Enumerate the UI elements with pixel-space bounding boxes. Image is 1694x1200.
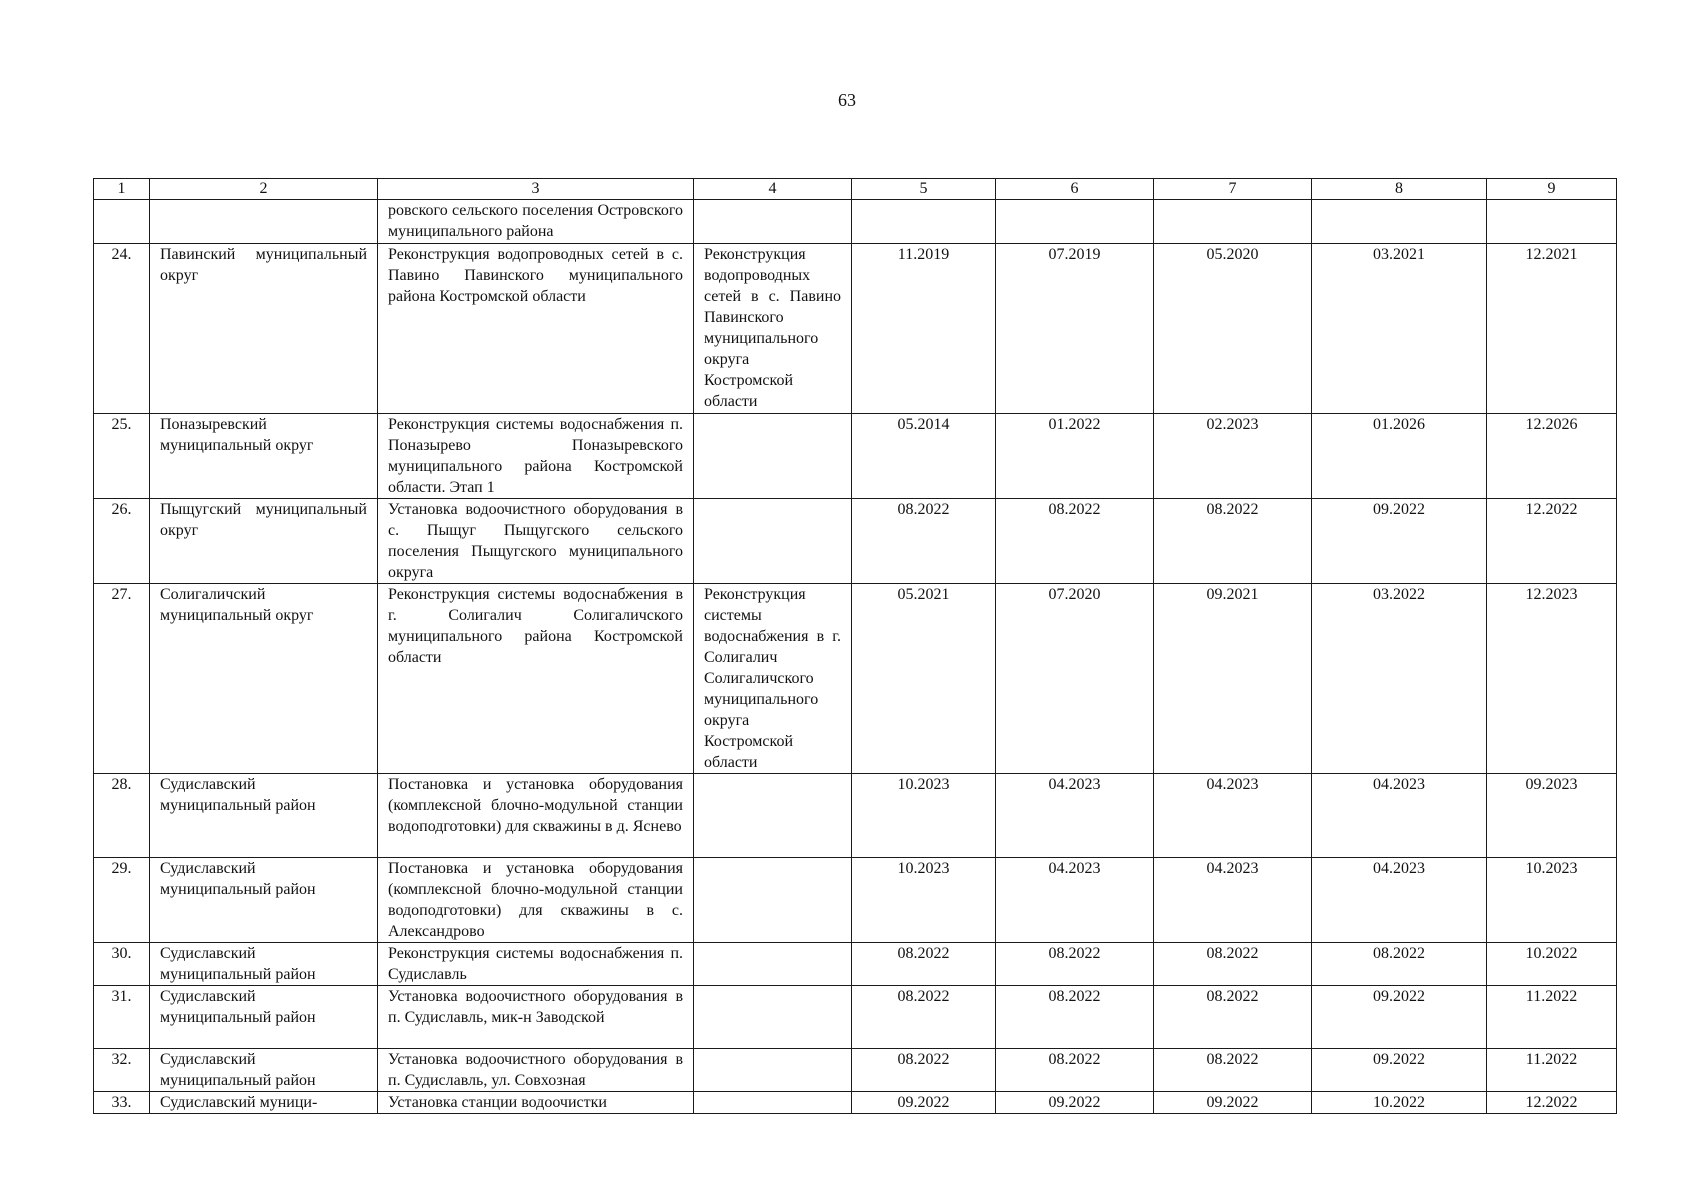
project-cell: Установка водоочистного оборудования в с. Пыщуг Пыщугского сельского поселения Пыщугского муниципального округа — [378, 499, 694, 584]
project-cell: Установка станции водоочистки — [378, 1092, 694, 1114]
date-cell-9: 12.2022 — [1487, 499, 1617, 584]
object-cell — [694, 986, 852, 1049]
date-cell-8: 09.2022 — [1312, 986, 1487, 1049]
table-row — [94, 499, 1617, 584]
row-number: 28. — [94, 774, 150, 858]
date-cell-8 — [1312, 200, 1487, 244]
municipality-cell: Судиславский муниципальный район — [150, 858, 378, 943]
table-row — [94, 943, 1617, 986]
header-cell: 6 — [996, 179, 1154, 200]
project-cell: ровского сельского поселения Островского муниципального района — [378, 200, 694, 244]
date-cell-8: 08.2022 — [1312, 943, 1487, 986]
header-cell: 4 — [694, 179, 852, 200]
date-cell-6: 07.2020 — [996, 584, 1154, 774]
date-cell-6: 09.2022 — [996, 1092, 1154, 1114]
date-cell-7: 08.2022 — [1154, 986, 1312, 1049]
header-cell: 3 — [378, 179, 694, 200]
table-row — [94, 244, 1617, 414]
municipality-cell: Судиславский муниципальный район — [150, 774, 378, 858]
date-cell-6: 04.2023 — [996, 858, 1154, 943]
object-cell — [694, 499, 852, 584]
date-cell-9: 10.2023 — [1487, 858, 1617, 943]
row-number: 25. — [94, 414, 150, 499]
date-cell-6 — [996, 200, 1154, 244]
date-cell-5: 09.2022 — [852, 1092, 996, 1114]
object-cell — [694, 1092, 852, 1114]
table-row — [94, 986, 1617, 1049]
date-cell-9: 10.2022 — [1487, 943, 1617, 986]
municipality-cell: Судиславский муниципальный район — [150, 1049, 378, 1092]
table-row — [94, 414, 1617, 499]
date-cell-6: 04.2023 — [996, 774, 1154, 858]
date-cell-9: 12.2023 — [1487, 584, 1617, 774]
header-cell: 8 — [1312, 179, 1487, 200]
municipality-cell: Судиславский муниципальный район — [150, 986, 378, 1049]
municipality-cell: Судиславский муниципальный район — [150, 943, 378, 986]
date-cell-6: 01.2022 — [996, 414, 1154, 499]
header-row — [94, 179, 1617, 200]
schedule-table — [93, 178, 1617, 1114]
date-cell-5: 05.2021 — [852, 584, 996, 774]
row-number — [94, 200, 150, 244]
project-cell: Установка водоочистного оборудования в п. Судиславль, мик-н Заводской — [378, 986, 694, 1049]
date-cell-6: 08.2022 — [996, 943, 1154, 986]
date-cell-9 — [1487, 200, 1617, 244]
object-cell — [694, 200, 852, 244]
project-cell: Реконструкция системы водоснабжения п. Судиславль — [378, 943, 694, 986]
object-cell — [694, 1049, 852, 1092]
date-cell-8: 03.2021 — [1312, 244, 1487, 414]
date-cell-8: 01.2026 — [1312, 414, 1487, 499]
table-row — [94, 1049, 1617, 1092]
object-cell — [694, 943, 852, 986]
object-cell: Реконструкция водопроводных сетей в с. Павино Павинского муниципального округа Костромской области — [694, 244, 852, 414]
date-cell-9: 12.2021 — [1487, 244, 1617, 414]
date-cell-7: 09.2021 — [1154, 584, 1312, 774]
date-cell-5: 05.2014 — [852, 414, 996, 499]
table-row — [94, 1092, 1617, 1114]
date-cell-5: 08.2022 — [852, 1049, 996, 1092]
date-cell-7: 08.2022 — [1154, 943, 1312, 986]
header-cell: 5 — [852, 179, 996, 200]
table-row — [94, 858, 1617, 943]
date-cell-7: 04.2023 — [1154, 774, 1312, 858]
municipality-cell: Солигаличский муниципальный округ — [150, 584, 378, 774]
date-cell-7: 04.2023 — [1154, 858, 1312, 943]
project-cell: Постановка и установка оборудования (комплексной блочно-модульной станции водоподготовки) для скважины в д. Яснево — [378, 774, 694, 858]
date-cell-9: 11.2022 — [1487, 986, 1617, 1049]
date-cell-7: 08.2022 — [1154, 499, 1312, 584]
date-cell-8: 09.2022 — [1312, 499, 1487, 584]
date-cell-8: 04.2023 — [1312, 774, 1487, 858]
project-cell: Реконструкция водопроводных сетей в с. Павино Павинского муниципального района Костромской области — [378, 244, 694, 414]
date-cell-7: 02.2023 — [1154, 414, 1312, 499]
date-cell-5: 08.2022 — [852, 499, 996, 584]
table-row — [94, 584, 1617, 774]
municipality-cell: Судиславский муници- — [150, 1092, 378, 1114]
table-row — [94, 774, 1617, 858]
date-cell-7: 09.2022 — [1154, 1092, 1312, 1114]
date-cell-5: 11.2019 — [852, 244, 996, 414]
date-cell-5: 08.2022 — [852, 986, 996, 1049]
table-row — [94, 200, 1617, 244]
object-cell — [694, 414, 852, 499]
project-cell: Реконструкция системы водоснабжения п. Поназырево Поназыревского муниципального района Костромской области. Этап 1 — [378, 414, 694, 499]
date-cell-5: 08.2022 — [852, 943, 996, 986]
header-cell: 1 — [94, 179, 150, 200]
date-cell-6: 08.2022 — [996, 499, 1154, 584]
row-number: 26. — [94, 499, 150, 584]
date-cell-9: 11.2022 — [1487, 1049, 1617, 1092]
date-cell-7: 05.2020 — [1154, 244, 1312, 414]
row-number: 31. — [94, 986, 150, 1049]
row-number: 32. — [94, 1049, 150, 1092]
object-cell — [694, 774, 852, 858]
date-cell-7 — [1154, 200, 1312, 244]
header-cell: 9 — [1487, 179, 1617, 200]
date-cell-8: 03.2022 — [1312, 584, 1487, 774]
date-cell-6: 07.2019 — [996, 244, 1154, 414]
date-cell-6: 08.2022 — [996, 986, 1154, 1049]
row-number: 24. — [94, 244, 150, 414]
date-cell-9: 09.2023 — [1487, 774, 1617, 858]
project-cell: Реконструкция системы водоснабжения в г. Солигалич Солигаличского муниципального района Костромской области — [378, 584, 694, 774]
municipality-cell: Павинский муниципальный округ — [150, 244, 378, 414]
object-cell: Реконструкция системы водоснабжения в г. Солигалич Солигаличского муниципального округа Костромской области — [694, 584, 852, 774]
header-cell: 7 — [1154, 179, 1312, 200]
row-number: 33. — [94, 1092, 150, 1114]
date-cell-8: 09.2022 — [1312, 1049, 1487, 1092]
project-cell: Постановка и установка оборудования (комплексной блочно-модульной станции водоподготовки) для скважины в с. Александрово — [378, 858, 694, 943]
date-cell-9: 12.2026 — [1487, 414, 1617, 499]
date-cell-5: 10.2023 — [852, 858, 996, 943]
header-cell: 2 — [150, 179, 378, 200]
date-cell-8: 10.2022 — [1312, 1092, 1487, 1114]
municipality-cell: Пыщугский муниципальный округ — [150, 499, 378, 584]
municipality-cell: Поназыревский муниципальный округ — [150, 414, 378, 499]
date-cell-9: 12.2022 — [1487, 1092, 1617, 1114]
date-cell-6: 08.2022 — [996, 1049, 1154, 1092]
object-cell — [694, 858, 852, 943]
row-number: 29. — [94, 858, 150, 943]
date-cell-5 — [852, 200, 996, 244]
date-cell-7: 08.2022 — [1154, 1049, 1312, 1092]
date-cell-5: 10.2023 — [852, 774, 996, 858]
row-number: 27. — [94, 584, 150, 774]
page-number: 63 — [838, 90, 856, 110]
project-cell: Установка водоочистного оборудования в п. Судиславль, ул. Совхозная — [378, 1049, 694, 1092]
date-cell-8: 04.2023 — [1312, 858, 1487, 943]
row-number: 30. — [94, 943, 150, 986]
municipality-cell — [150, 200, 378, 244]
